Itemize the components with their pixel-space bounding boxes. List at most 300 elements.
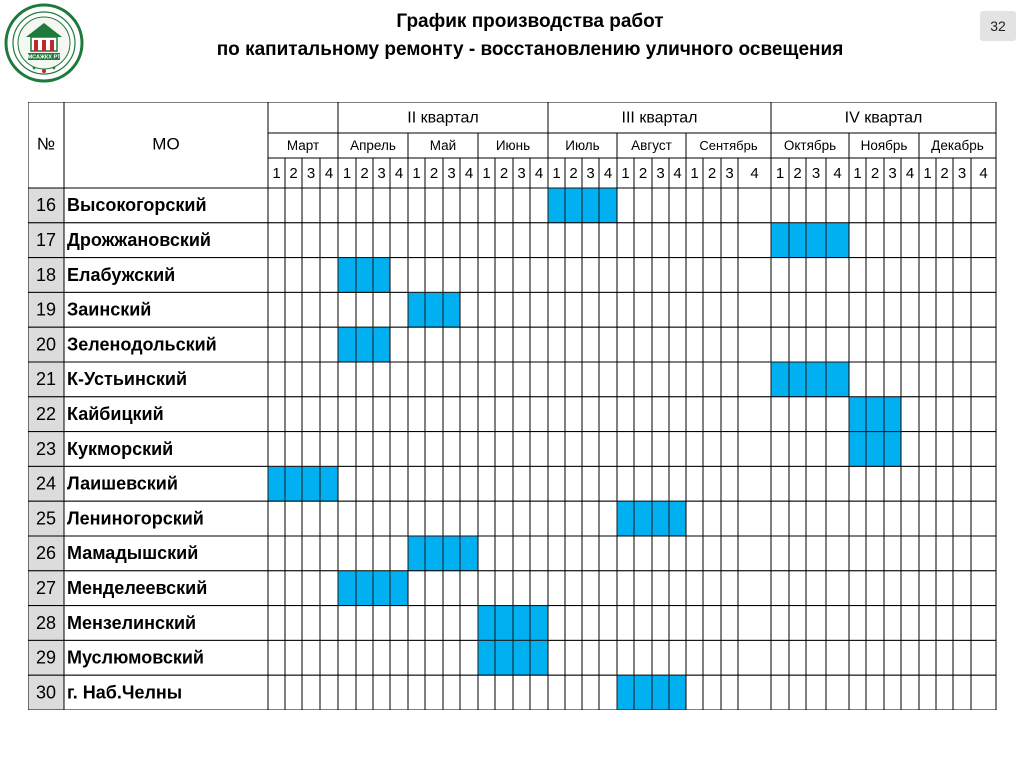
week-cell <box>548 258 565 293</box>
week-cell <box>460 188 478 223</box>
week-cell <box>703 292 721 327</box>
week-cell <box>548 675 565 710</box>
week-cell <box>721 397 738 432</box>
week-cell <box>356 397 373 432</box>
week-cell <box>971 466 996 501</box>
week-cell <box>548 501 565 536</box>
week-cell <box>302 432 320 467</box>
scheduled-week-bar <box>866 397 884 432</box>
week-number: 4 <box>394 164 404 182</box>
week-number: 1 <box>853 164 862 182</box>
week-number: 2 <box>940 164 949 182</box>
week-cell <box>849 640 866 675</box>
scheduled-week-bar <box>338 571 356 606</box>
week-cell <box>285 223 302 258</box>
week-cell <box>721 432 738 467</box>
week-cell <box>738 362 771 397</box>
week-cell <box>582 432 599 467</box>
week-cell <box>826 640 849 675</box>
week-cell <box>408 675 425 710</box>
week-cell <box>530 258 548 293</box>
scheduled-week-bar <box>634 675 652 710</box>
week-cell <box>738 397 771 432</box>
week-cell <box>338 501 356 536</box>
row-number: 27 <box>35 577 57 598</box>
week-cell <box>669 362 686 397</box>
week-cell <box>806 501 826 536</box>
week-cell <box>971 606 996 641</box>
week-cell <box>599 362 617 397</box>
quarter-header-cell <box>268 102 338 133</box>
week-cell <box>373 188 390 223</box>
week-cell <box>530 327 548 362</box>
week-cell <box>806 606 826 641</box>
week-cell <box>901 466 919 501</box>
week-cell <box>443 432 460 467</box>
week-number: 4 <box>673 164 682 182</box>
row-number: 25 <box>35 508 57 529</box>
week-cell <box>408 397 425 432</box>
week-cell <box>669 466 686 501</box>
municipality-name: К-Устьинский <box>67 369 188 390</box>
scheduled-week-bar <box>513 640 530 675</box>
week-cell <box>919 571 936 606</box>
week-cell <box>460 223 478 258</box>
week-cell <box>953 675 971 710</box>
week-cell <box>806 571 826 606</box>
week-cell <box>686 362 703 397</box>
scheduled-week-bar <box>669 501 686 536</box>
logo-text: МСАЖКХ РТ <box>27 54 61 61</box>
week-cell <box>884 258 901 293</box>
week-cell <box>548 606 565 641</box>
week-cell <box>919 223 936 258</box>
week-cell <box>408 606 425 641</box>
week-number: 3 <box>888 164 897 182</box>
scheduled-week-bar <box>513 606 530 641</box>
week-number: 3 <box>811 164 821 182</box>
week-cell <box>849 536 866 571</box>
week-cell <box>721 536 738 571</box>
week-cell <box>548 432 565 467</box>
week-cell <box>460 432 478 467</box>
week-cell <box>936 258 953 293</box>
week-cell <box>425 362 443 397</box>
week-cell <box>703 362 721 397</box>
week-cell <box>530 188 548 223</box>
week-cell <box>495 501 513 536</box>
week-number: 1 <box>412 164 421 182</box>
week-cell <box>849 606 866 641</box>
week-cell <box>721 327 738 362</box>
week-cell <box>721 606 738 641</box>
scheduled-week-bar <box>617 501 634 536</box>
slide-number: 32 <box>980 11 1016 41</box>
scheduled-week-bar <box>849 432 866 467</box>
week-cell <box>849 675 866 710</box>
week-cell <box>356 292 373 327</box>
week-cell <box>953 432 971 467</box>
week-cell <box>901 362 919 397</box>
week-cell <box>495 536 513 571</box>
week-cell <box>971 292 996 327</box>
number-column-header: № <box>36 134 56 154</box>
week-cell <box>530 432 548 467</box>
week-cell <box>408 188 425 223</box>
week-cell <box>738 536 771 571</box>
week-cell <box>919 606 936 641</box>
scheduled-week-bar <box>884 432 901 467</box>
week-cell <box>390 640 408 675</box>
week-cell <box>425 327 443 362</box>
week-cell <box>599 292 617 327</box>
week-cell <box>530 571 548 606</box>
week-cell <box>806 258 826 293</box>
week-cell <box>652 292 669 327</box>
week-cell <box>530 675 548 710</box>
week-cell <box>919 397 936 432</box>
week-cell <box>390 223 408 258</box>
week-cell <box>320 362 338 397</box>
week-cell <box>971 536 996 571</box>
week-number: 1 <box>775 164 785 182</box>
week-cell <box>936 327 953 362</box>
week-cell <box>703 640 721 675</box>
week-cell <box>953 223 971 258</box>
week-cell <box>826 501 849 536</box>
week-cell <box>478 536 495 571</box>
week-cell <box>582 606 599 641</box>
week-cell <box>771 188 789 223</box>
week-cell <box>513 327 530 362</box>
week-cell <box>599 397 617 432</box>
scheduled-week-bar <box>826 362 849 397</box>
week-cell <box>617 571 634 606</box>
week-cell <box>443 223 460 258</box>
week-cell <box>548 223 565 258</box>
week-cell <box>617 292 634 327</box>
week-cell <box>390 536 408 571</box>
week-number: 4 <box>534 164 544 182</box>
week-cell <box>936 432 953 467</box>
month-header: Август <box>631 138 672 154</box>
week-cell <box>721 223 738 258</box>
week-cell <box>971 571 996 606</box>
week-cell <box>849 501 866 536</box>
week-cell <box>953 362 971 397</box>
week-cell <box>936 397 953 432</box>
week-cell <box>971 675 996 710</box>
week-cell <box>806 188 826 223</box>
month-header: Апрель <box>350 138 396 154</box>
week-cell <box>669 571 686 606</box>
week-cell <box>302 675 320 710</box>
week-cell <box>634 327 652 362</box>
week-number: 3 <box>306 164 316 182</box>
scheduled-week-bar <box>530 640 548 675</box>
week-cell <box>771 466 789 501</box>
week-cell <box>884 188 901 223</box>
week-cell <box>866 606 884 641</box>
week-cell <box>478 327 495 362</box>
week-cell <box>634 292 652 327</box>
week-cell <box>356 675 373 710</box>
week-cell <box>460 571 478 606</box>
municipality-name: Кайбицкий <box>67 403 164 424</box>
week-cell <box>919 640 936 675</box>
page-title: График производства работ <box>396 11 664 32</box>
week-cell <box>460 397 478 432</box>
week-cell <box>703 258 721 293</box>
municipality-name: Заинский <box>67 299 152 320</box>
week-cell <box>971 397 996 432</box>
week-number: 4 <box>979 164 988 182</box>
week-cell <box>530 362 548 397</box>
week-cell <box>738 223 771 258</box>
week-cell <box>599 675 617 710</box>
week-cell <box>953 571 971 606</box>
week-cell <box>901 640 919 675</box>
week-cell <box>771 327 789 362</box>
week-cell <box>721 571 738 606</box>
week-cell <box>849 362 866 397</box>
week-cell <box>285 571 302 606</box>
week-cell <box>789 327 806 362</box>
week-cell <box>789 466 806 501</box>
week-cell <box>390 466 408 501</box>
month-header: Сентябрь <box>699 137 758 153</box>
week-cell <box>356 466 373 501</box>
week-cell <box>408 258 425 293</box>
week-number: 4 <box>324 164 334 182</box>
scheduled-week-bar <box>789 362 806 397</box>
week-number: 1 <box>482 164 491 182</box>
week-cell <box>901 188 919 223</box>
week-cell <box>373 466 390 501</box>
week-cell <box>826 675 849 710</box>
week-cell <box>771 397 789 432</box>
week-cell <box>849 466 866 501</box>
week-cell <box>478 466 495 501</box>
week-cell <box>953 536 971 571</box>
week-cell <box>953 397 971 432</box>
week-cell <box>513 397 530 432</box>
week-cell <box>686 292 703 327</box>
week-cell <box>866 466 884 501</box>
week-cell <box>919 432 936 467</box>
row-number: 20 <box>35 334 57 355</box>
week-cell <box>936 362 953 397</box>
scheduled-week-bar <box>565 188 582 223</box>
week-number: 4 <box>750 164 759 182</box>
week-cell <box>936 501 953 536</box>
week-cell <box>789 501 806 536</box>
week-cell <box>826 327 849 362</box>
row-number: 23 <box>35 438 57 459</box>
week-cell <box>565 501 582 536</box>
week-cell <box>390 606 408 641</box>
week-cell <box>901 432 919 467</box>
scheduled-week-bar <box>390 571 408 606</box>
week-cell <box>599 327 617 362</box>
week-cell <box>849 327 866 362</box>
scheduled-week-bar <box>302 466 320 501</box>
scheduled-week-bar <box>478 640 495 675</box>
week-cell <box>721 292 738 327</box>
week-cell <box>771 571 789 606</box>
week-cell <box>268 223 285 258</box>
week-cell <box>320 258 338 293</box>
week-cell <box>460 466 478 501</box>
scheduled-week-bar <box>373 571 390 606</box>
week-cell <box>686 327 703 362</box>
week-cell <box>390 188 408 223</box>
week-cell <box>582 536 599 571</box>
week-cell <box>530 536 548 571</box>
row-number: 26 <box>35 543 57 564</box>
week-cell <box>738 258 771 293</box>
week-cell <box>302 640 320 675</box>
week-cell <box>617 188 634 223</box>
row-number: 18 <box>35 264 57 285</box>
week-cell <box>478 501 495 536</box>
week-cell <box>373 501 390 536</box>
week-cell <box>953 292 971 327</box>
week-cell <box>565 675 582 710</box>
week-cell <box>582 397 599 432</box>
week-number: 1 <box>923 164 932 182</box>
week-cell <box>866 640 884 675</box>
week-cell <box>634 571 652 606</box>
week-cell <box>338 432 356 467</box>
month-header: Июль <box>565 138 600 154</box>
week-cell <box>789 292 806 327</box>
week-cell <box>285 640 302 675</box>
week-cell <box>901 571 919 606</box>
week-cell <box>390 432 408 467</box>
week-cell <box>565 606 582 641</box>
scheduled-week-bar <box>866 432 884 467</box>
week-cell <box>826 188 849 223</box>
week-number: 2 <box>499 164 509 182</box>
week-cell <box>826 606 849 641</box>
week-cell <box>548 292 565 327</box>
week-cell <box>356 432 373 467</box>
week-cell <box>971 188 996 223</box>
schedule-table <box>28 102 998 710</box>
week-cell <box>599 571 617 606</box>
week-cell <box>634 640 652 675</box>
week-number: 4 <box>905 164 915 182</box>
week-cell <box>771 640 789 675</box>
week-number: 2 <box>429 164 439 182</box>
week-cell <box>866 536 884 571</box>
week-cell <box>738 432 771 467</box>
week-number: 4 <box>603 164 613 182</box>
week-cell <box>302 501 320 536</box>
week-cell <box>582 466 599 501</box>
week-cell <box>513 258 530 293</box>
week-cell <box>338 397 356 432</box>
week-cell <box>789 640 806 675</box>
month-header: Октябрь <box>783 138 837 154</box>
week-cell <box>582 258 599 293</box>
week-cell <box>460 327 478 362</box>
week-cell <box>443 188 460 223</box>
week-cell <box>953 501 971 536</box>
week-cell <box>443 501 460 536</box>
week-cell <box>513 571 530 606</box>
week-cell <box>425 571 443 606</box>
week-cell <box>338 188 356 223</box>
week-cell <box>919 327 936 362</box>
week-cell <box>478 362 495 397</box>
row-number: 29 <box>35 647 57 668</box>
week-cell <box>866 571 884 606</box>
week-cell <box>373 606 390 641</box>
week-cell <box>953 466 971 501</box>
quarter-header: IV квартал <box>844 109 923 127</box>
week-cell <box>652 223 669 258</box>
week-cell <box>513 536 530 571</box>
week-cell <box>771 675 789 710</box>
week-cell <box>884 571 901 606</box>
week-cell <box>721 640 738 675</box>
scheduled-week-bar <box>849 397 866 432</box>
week-cell <box>703 606 721 641</box>
week-cell <box>425 640 443 675</box>
scheduled-week-bar <box>669 675 686 710</box>
week-cell <box>320 501 338 536</box>
week-number: 3 <box>957 164 967 182</box>
scheduled-week-bar <box>495 606 513 641</box>
week-cell <box>338 606 356 641</box>
week-cell <box>285 606 302 641</box>
week-cell <box>268 292 285 327</box>
week-cell <box>478 188 495 223</box>
week-cell <box>789 571 806 606</box>
week-cell <box>936 536 953 571</box>
week-cell <box>443 466 460 501</box>
week-cell <box>495 292 513 327</box>
week-cell <box>565 571 582 606</box>
week-cell <box>901 397 919 432</box>
week-cell <box>953 188 971 223</box>
week-cell <box>652 362 669 397</box>
week-cell <box>617 606 634 641</box>
week-cell <box>548 536 565 571</box>
week-cell <box>617 223 634 258</box>
week-cell <box>806 432 826 467</box>
week-cell <box>617 258 634 293</box>
week-cell <box>617 466 634 501</box>
week-cell <box>634 606 652 641</box>
week-cell <box>617 362 634 397</box>
week-cell <box>721 362 738 397</box>
week-cell <box>703 501 721 536</box>
week-cell <box>703 571 721 606</box>
week-cell <box>634 258 652 293</box>
week-cell <box>338 675 356 710</box>
week-cell <box>530 397 548 432</box>
week-cell <box>936 640 953 675</box>
scheduled-week-bar <box>582 188 599 223</box>
week-cell <box>884 536 901 571</box>
week-cell <box>425 466 443 501</box>
week-cell <box>936 675 953 710</box>
scheduled-week-bar <box>599 188 617 223</box>
row-number: 28 <box>35 612 57 633</box>
